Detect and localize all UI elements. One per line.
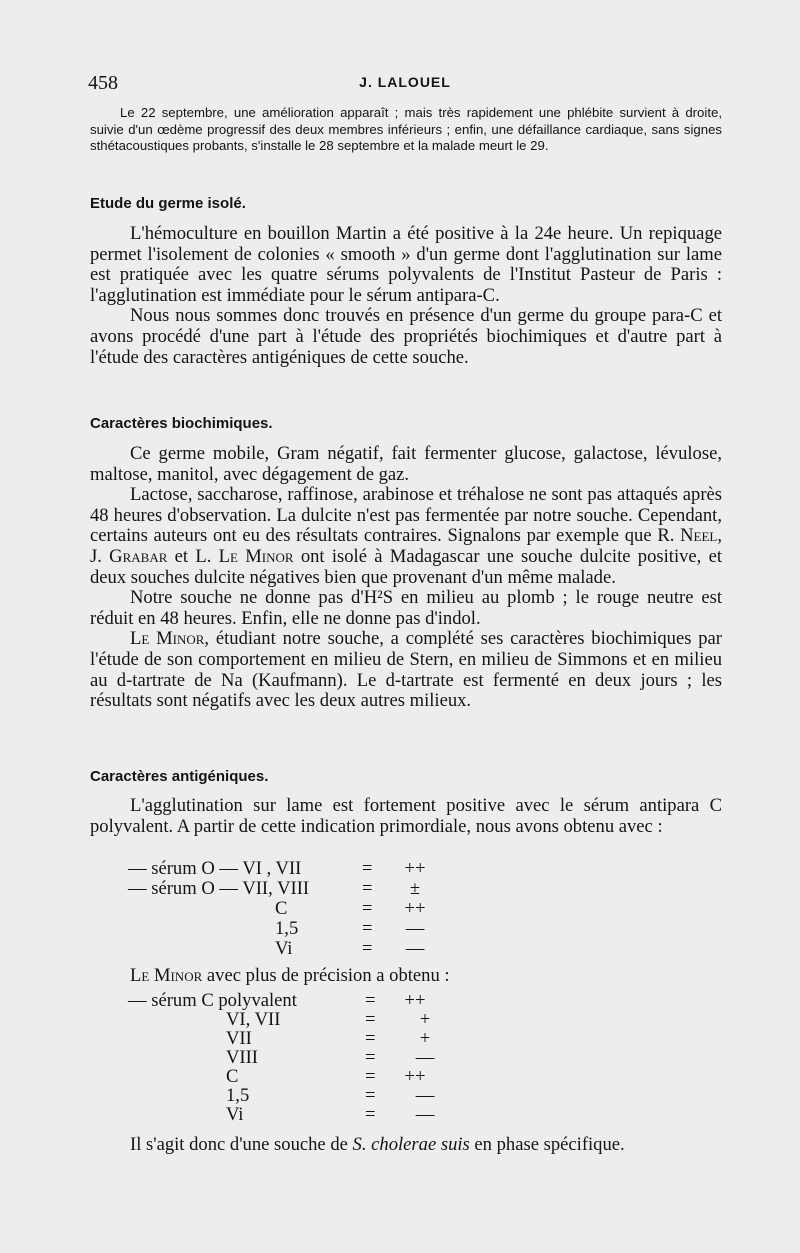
row-result: —: [415, 1047, 435, 1068]
row-label: C: [226, 1066, 239, 1087]
paragraph: Notre souche ne donne pas d'H²S en milieu au plomb ; le rouge neutre est réduit en 48 heures. Enfin, elle ne donne pas d'indol.: [90, 587, 722, 629]
row-label: VI, VII: [226, 1009, 281, 1030]
paragraph: L'hémoculture en bouillon Martin a été positive à la 24e heure. Un repiquage permet l'isolement de colonies « smooth » d'un germe dont l'agglutination sur lame est pratiquée avec les quatre sérums polyvalents de l'Institut Pasteur de Paris : l'agglutination est immédiate pour le sérum antipara-C.: [90, 223, 722, 306]
row-result: —: [405, 938, 425, 959]
author-name: Le Minor: [130, 628, 205, 650]
row-label: 1,5: [275, 918, 299, 939]
row-label: 1,5: [226, 1085, 250, 1106]
row-equals: =: [362, 858, 373, 879]
row-equals: =: [365, 1028, 376, 1049]
conclusion: [130, 1134, 625, 1156]
paragraph: Nous nous sommes donc trouvés en présence d'un germe du groupe para-C et avons procédé d'une part à l'étude des propriétés biochimiques et d'autre part à l'étude des caractères antigéniques de cette souche.: [90, 305, 722, 368]
row-result: —: [405, 918, 425, 939]
row-label: VII: [226, 1028, 252, 1049]
section-antigen-intro: [90, 796, 722, 837]
row-result: +: [419, 1009, 431, 1030]
text-run: en phase spécifique.: [469, 1134, 625, 1155]
section-germ-body: [90, 224, 722, 368]
row-equals: =: [362, 938, 373, 959]
row-result: ++: [404, 1066, 426, 1087]
row-equals: =: [365, 1085, 376, 1106]
row-result: —: [415, 1104, 435, 1125]
paragraph: [90, 629, 722, 711]
text-run: , étudiant notre souche, a complété ses caractères biochimiques par l'étude de son comportement en milieu de Stern, en milieu de Simmons et en milieu au d-tartrate de Na (Kaufmann). Le d-tartrate est fermenté en deux jours ; les résultats sont négatifs avec les deux autres milieux.: [90, 628, 723, 712]
row-label: — sérum C polyvalent: [128, 990, 297, 1011]
text-run: ,: [717, 525, 723, 547]
row-equals: =: [365, 1047, 376, 1068]
row-result: —: [415, 1085, 435, 1106]
author-name: R. Neel: [657, 525, 718, 547]
heading-germ: Etude du germe isolé.: [90, 195, 246, 212]
serum-table-1: [90, 858, 722, 958]
paragraph: [90, 966, 722, 987]
author-name: J. Grabar: [90, 545, 168, 567]
row-result: ++: [404, 858, 426, 879]
paragraph: Ce germe mobile, Gram négatif, fait fermenter glucose, galactose, lévulose, maltose, manitol, avec dégagement de gaz.: [90, 443, 722, 485]
row-label: — sérum O — VII, VIII: [128, 878, 310, 899]
row-equals: =: [362, 898, 373, 919]
heading-antigen: Caractères antigéniques.: [90, 768, 269, 785]
row-equals: =: [362, 918, 373, 939]
text-run: Il s'agit donc d'une souche de: [130, 1134, 353, 1155]
paragraph: L'agglutination sur lame est fortement positive avec le sérum antipara C polyvalent. A partir de cette indication primordiale, nous avons obtenu avec :: [90, 795, 722, 837]
text-run: avec plus de précision a obtenu :: [202, 965, 450, 986]
text-run: ont isolé à Madagascar une souche dulcite positive, et deux souches dulcite négatives bien que provenant d'un même malade.: [90, 545, 723, 588]
row-equals: =: [362, 878, 373, 899]
paragraph: [90, 485, 722, 588]
le-minor-intro: [90, 966, 722, 987]
row-label: — sérum O — VI , VII: [128, 858, 302, 879]
serum-table-2: [90, 990, 722, 1130]
row-result: ±: [409, 878, 421, 899]
author-name: Le Minor: [130, 965, 203, 986]
row-label: C: [275, 898, 288, 919]
row-equals: =: [365, 1066, 376, 1087]
row-label: VIII: [226, 1047, 259, 1068]
row-result: ++: [404, 990, 426, 1011]
page-number: 458: [88, 72, 118, 94]
text-run: et: [167, 545, 196, 567]
text-run: Lactose, saccharose, raffinose, arabinose et tréhalose ne sont pas attaqués après 48 heures d'observation. La dulcite n'est pas fermentée par notre souche. Cependant, certains auteurs ont eu des résultats contraires. Signalons par exemple que: [90, 484, 722, 547]
row-label: Vi: [226, 1104, 244, 1125]
row-result: +: [419, 1028, 431, 1049]
species-name: S. cholerae suis: [352, 1134, 470, 1155]
author-name: L. Le Minor: [195, 545, 294, 567]
page-header: [88, 72, 722, 96]
case-note: Le 22 septembre, une amélioration apparaît ; mais très rapidement une phlébite survient à droite, suivie d'un œdème progressif des deux membres inférieurs ; enfin, une défaillance cardiaque, sans signes sthétacoustiques probants, s'installe le 28 septembre et la malade meurt le 29.: [90, 105, 722, 153]
section-biochem-body: [90, 444, 722, 712]
row-result: ++: [404, 898, 426, 919]
row-equals: =: [365, 1009, 376, 1030]
running-head: J. LALOUEL: [359, 74, 451, 90]
heading-biochem: Caractères biochimiques.: [90, 415, 273, 432]
row-equals: =: [365, 990, 376, 1011]
row-equals: =: [365, 1104, 376, 1125]
row-label: Vi: [275, 938, 293, 959]
